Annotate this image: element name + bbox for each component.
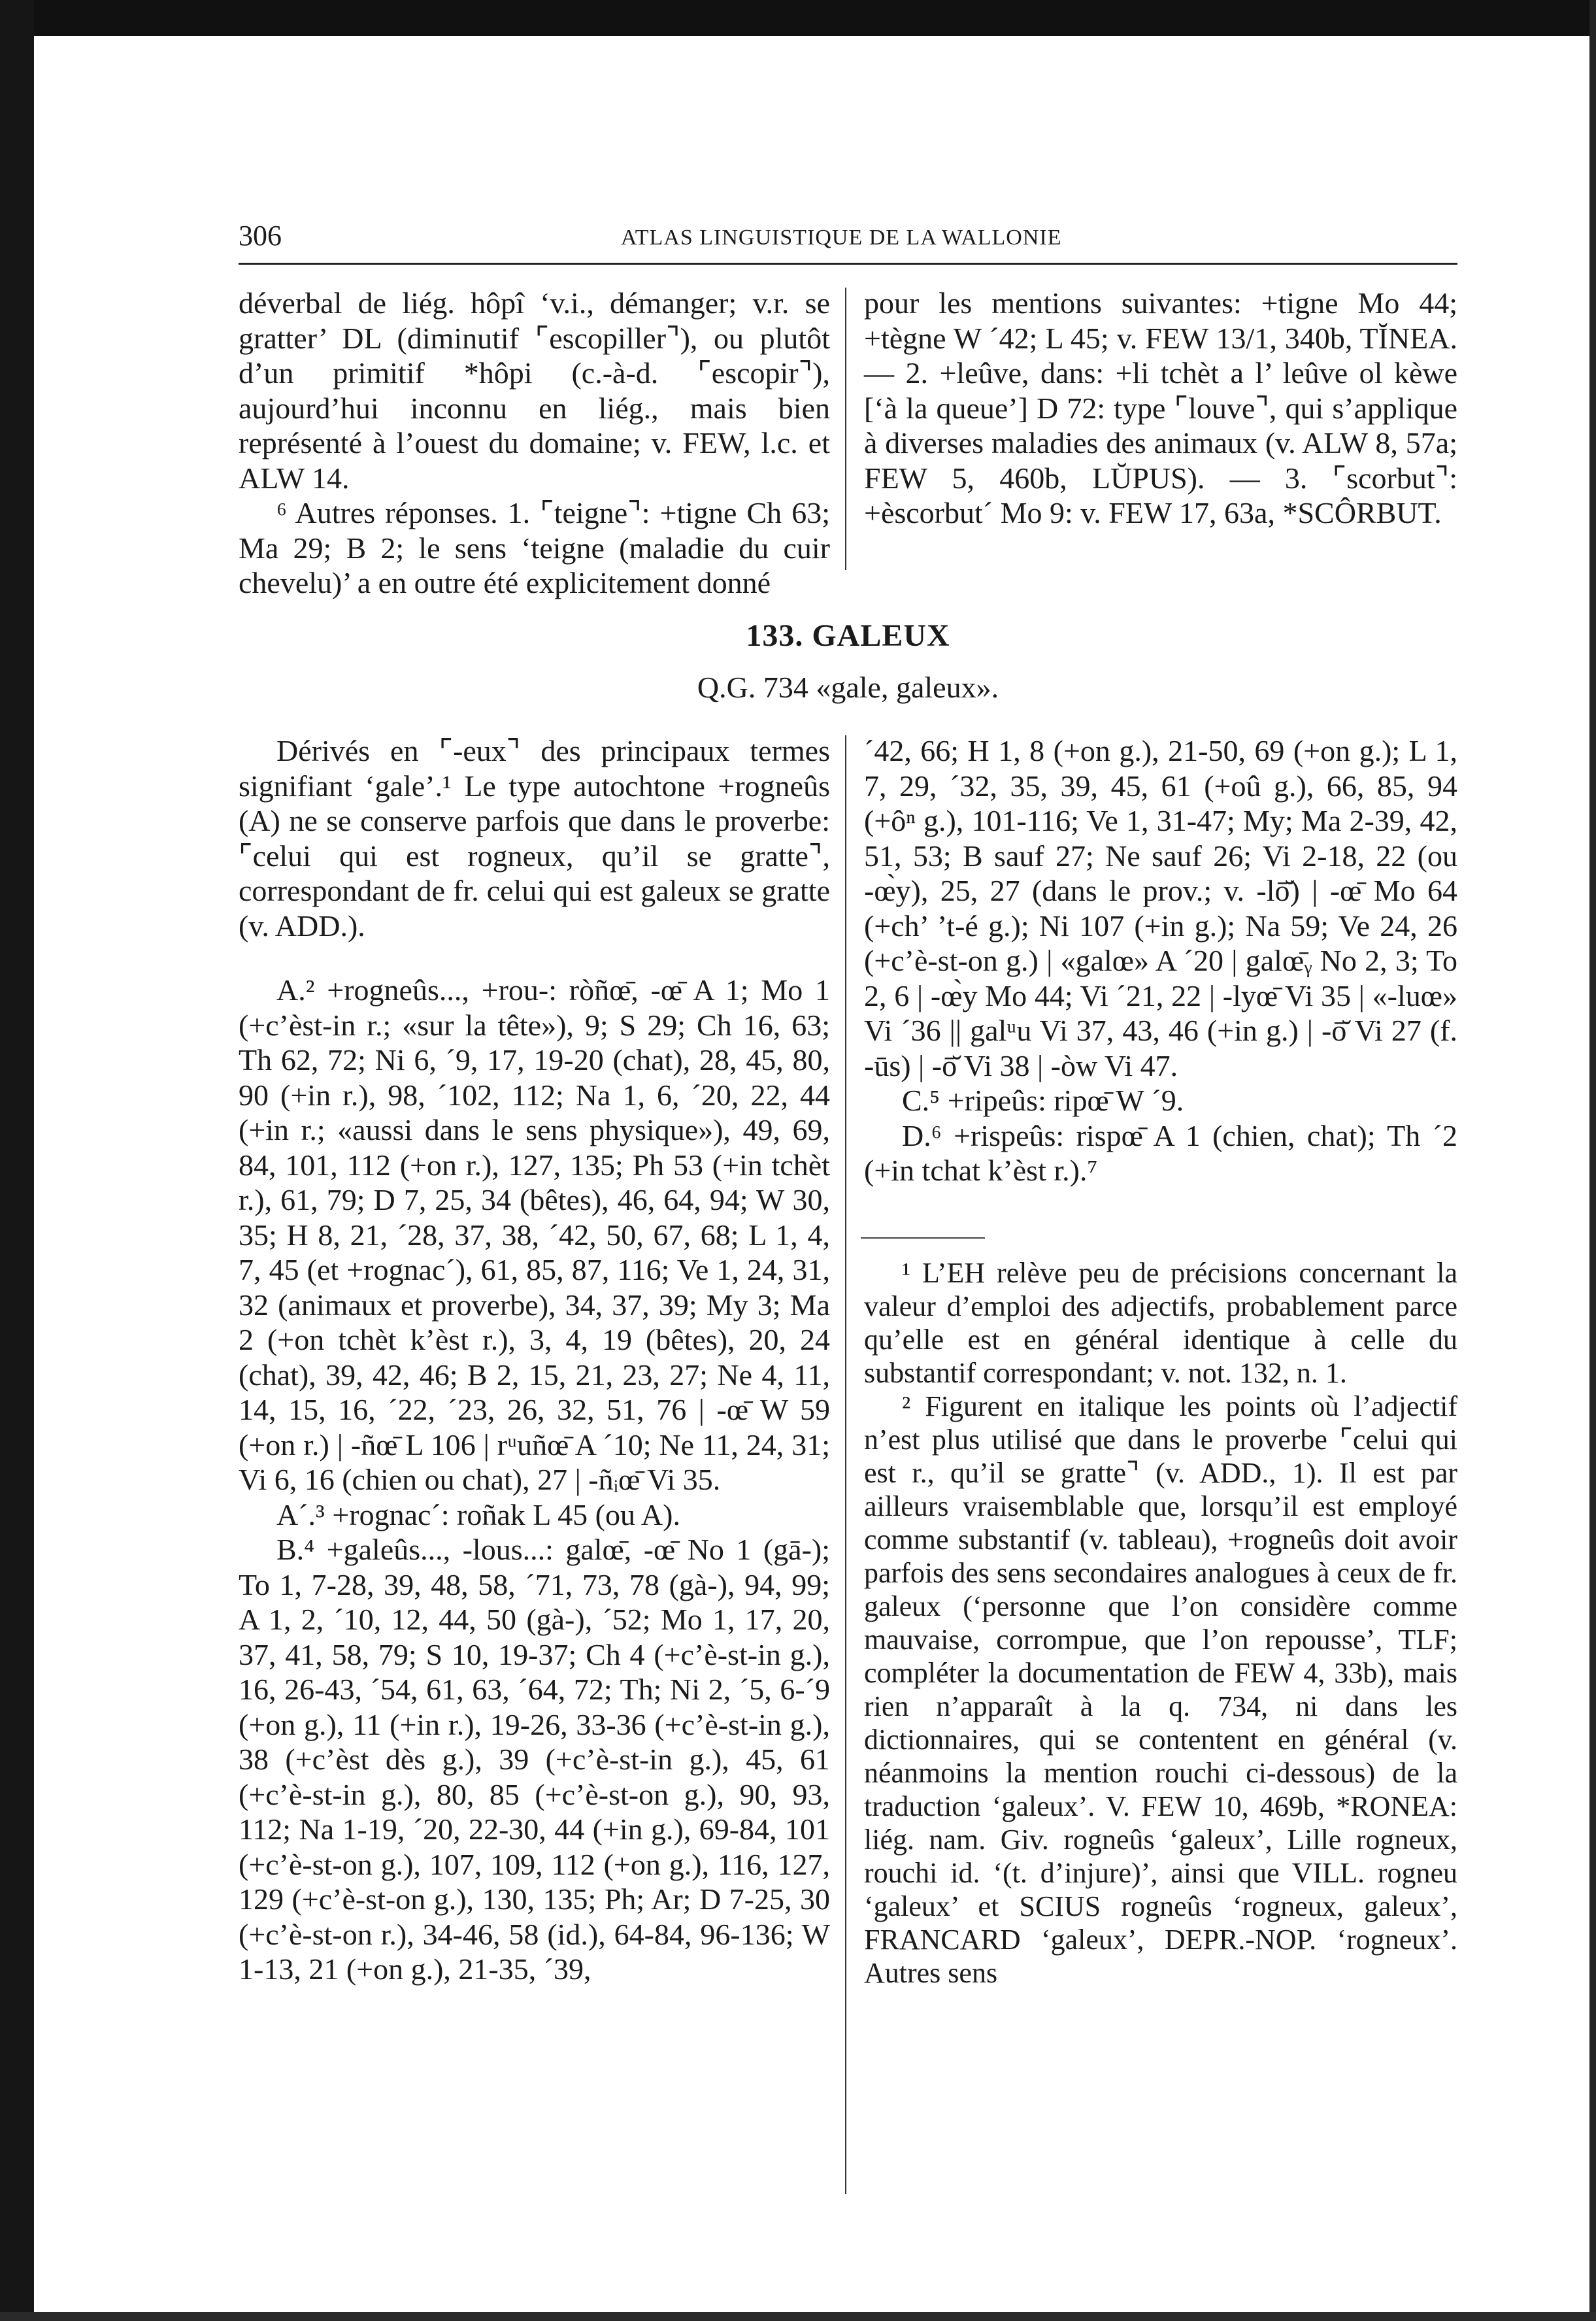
section-title: 133. GALEUX (746, 618, 950, 653)
column-divider-main (845, 735, 846, 2194)
footnote-1: ¹ L’EH relève peu de précisions concernant la valeur d’emploi des adjectifs, probablement parce qu’elle est en général identique à celle du substantif correspondant; v. not. 132, n. 1. (864, 1257, 1457, 1389)
section-subtitle: Q.G. 734 «gale, galeux». (697, 671, 999, 704)
type-c-entry: C.⁵ +ripeûs: ripœ̄ W ´9. (902, 1084, 1184, 1117)
footnote-rule (861, 1237, 985, 1239)
type-d-entry: D.⁶ +rispeûs: rispœ̄ A 1 (chien, chat); Th ´2 (+in tchat k’èst r.).⁷ (864, 1118, 1457, 1187)
page-number: 306 (239, 220, 282, 252)
main-left-column (239, 733, 830, 1987)
header-rule (239, 263, 1457, 265)
scan-left-border (0, 0, 34, 2321)
running-title: ATLAS LINGUISTIQUE DE LA WALLONIE (621, 225, 1062, 250)
scan-right-border (1589, 0, 1596, 2321)
top-right-column (864, 286, 1457, 531)
footnotes (864, 1256, 1457, 1990)
paragraph: pour les mentions suivantes: +tigne Mo 44; +tègne W ´42; L 45; v. FEW 13/1, 340b, TĬNEA. — 2. +leûve, dans: +li tchèt a l’ leûve ol kèwe [‘à la queue’] D 72: type ⌜louve⌝, qui s’applique à diverses maladies des animaux (v. ALW 8, 57a; FEW 5, 460b, LŬPUS). — 3. ⌜scorbut⌝: +èscorbut´ Mo 9: v. FEW 17, 63a, *SCÔRBUT. (864, 286, 1457, 529)
main-right-column (864, 733, 1457, 1188)
paragraph: déverbal de liég. hôpî ‘v.i., démanger; v.r. se gratter’ DL (diminutif ⌜escopiller⌝), ou plutôt d’un primitif *hôpi (c.-à-d. ⌜escopir⌝), aujourd’hui inconnu en liég., mais bien représenté à l’ouest du domaine; v. FEW, l.c. et ALW 14. (239, 286, 830, 495)
scan-top-border (0, 0, 1596, 36)
scan-bottom-border (0, 2312, 1596, 2321)
type-b-entry: B.⁴ +galeûs..., -lous...: galœ̄, -œ̄ No 1 (gā-); To 1, 7-28, 39, 48, 58, ´71, 73, 78 (gà-), 94, 99; A 1, 2, ´10, 12, 44, 50 (gà-), ´52; Mo 1, 17, 20, 37, 41, 58, 79; S 10, 19-37; Ch 4 (+c’è-st-in g.), 16, 26-43, ´54, 61, 63, ´64, 72; Th; Ni 2, ´5, 6-´9 (+on g.), 11 (+in r.), 19-26, 33-36 (+c’è-st-in g.), 38 (+c’èst dès g.), 39 (+c’è-st-in g.), 45, 61 (+c’è-st-in g.), 80, 85 (+c’è-st-on g.), 90, 93, 112; Na 1-19, ´20, 22-30, 44 (+in g.), 69-84, 101 (+c’è-st-on g.), 107, 109, 112 (+on g.), 116, 127, 129 (+c’è-st-on g.), 130, 135; Ph; Ar; D 7-25, 30 (+c’è-st-on r.), 34-46, 58 (id.), 64-84, 96-136; W 1-13, 21 (+on g.), 21-35, ´39, (239, 1533, 830, 1986)
column-divider-top (845, 288, 846, 570)
top-left-column (239, 286, 830, 601)
type-b-continued: ´42, 66; H 1, 8 (+on g.), 21-50, 69 (+on g.); L 1, 7, 29, ´32, 35, 39, 45, 61 (+oû g.), 66, 85, 94 (+ôⁿ g.), 101-116; Ve 1, 31-47; My; Ma 2-39, 42, 51, 53; B sauf 27; Ne sauf 26; Vi 2-18, 22 (ou -œ̀y), 25, 27 (dans le prov.; v. -lō̆) | -œ̄ Mo 64 (+ch’ ’t-é g.); Ni 107 (+in g.); Na 59; Ve 24, 26 (+c’è-st-on g.) | «galœ» A ´20 | galœ̄ᵧ No 2, 3; To 2, 6 | -œ̀y Mo 44; Vi ´21, 22 | -lyœ̄ Vi 35 | «-luœ» Vi ´36 || galᵘu Vi 37, 43, 46 (+in g.) | -ō̆ Vi 27 (f. -ūs) | -ō̆ Vi 38 | -òw Vi 47. (864, 734, 1457, 1082)
footnote-6: ⁶ Autres réponses. 1. ⌜teigne⌝: +tigne Ch 63; Ma 29; B 2; le sens ‘teigne (maladie du cuir chevelu)’ a en outre été explicitement donné (239, 496, 830, 599)
type-a-prime-entry: A´.³ +rognac´: roñak L 45 (ou A). (276, 1497, 680, 1531)
footnote-2: ² Figurent en italique les points où l’adjectif n’est plus utilisé que dans le proverbe ⌜celui qui est r., qu’il se gratte⌝ (v. ADD., 1). Il est par ailleurs vraisemblable que, lorsqu’il est employé comme substantif (v. tableau), +rogneûs doit avoir parfois des sens secondaires analogues à ceux de fr. galeux (‘personne que l’on considère comme mauvaise, corrompue, que l’on repousse’, TLF; compléter la documentation de FEW 4, 33b), mais rien n’apparaît à la q. 734, ni dans les dictionnaires, qui se contentent en général (v. néanmoins la mention rouchi ci-dessous) de la traduction ‘galeux’. V. FEW 10, 469b, *RONEA: liég. nam. Giv. rogneûs ‘galeux’, Lille rogneux, rouchi id. ‘(t. d’injure)’, ainsi que VILL. rogneu ‘galeux’ et SCIUS rogneûs ‘rogneux, galeux’, FRANCARD ‘galeux’, DEPR.-NOP. ‘rogneux’. Autres sens (864, 1390, 1457, 1989)
page-header (239, 219, 1457, 258)
type-a-entry: A.² +rogneûs..., +rou-: ròñœ̄, -œ̄ A 1; Mo 1 (+c’èst-in r.; «sur la tête»), 9; S 29; Ch 16, 63; Th 62, 72; Ni 6, ´9, 17, 19-20 (chat), 28, 45, 80, 90 (+in r.), 98, ´102, 112; Na 1, 6, ´20, 22, 44 (+in r.; «aussi dans le sens physique»), 49, 69, 84, 101, 112 (+on r.), 127, 135; Ph 53 (+in tchèt r.), 61, 79; D 7, 25, 34 (bêtes), 46, 64, 94; W 30, 35; H 8, 21, ´28, 37, 38, ´42, 50, 67, 68; L 1, 4, 7, 45 (et +rognac´), 61, 85, 87, 116; Ve 1, 24, 31, 32 (animaux et proverbe), 34, 37, 39; My 3; Ma 2 (+on tchèt k’èst r.), 3, 4, 19 (bêtes), 20, 24 (chat), 39, 42, 46; B 2, 15, 21, 23, 27; Ne 4, 11, 14, 15, 16, ´22, ´23, 26, 32, 51, 76 | -œ̄ W 59 (+on r.) | -ñœ̄ L 106 | rᵘuñœ̄ A ´10; Ne 11, 24, 31; Vi 6, 16 (chien ou chat), 27 | -ñᵢœ̄ Vi 35. (239, 973, 830, 1496)
intro-paragraph: Dérivés en ⌜-eux⌝ des principaux termes signifiant ‘gale’.¹ Le type autochtone +rogneûs (A) ne se conserve parfois que dans le proverbe: ⌜celui qui est rogneux, qu’il se gratte⌝, correspondant de fr. celui qui est galeux se gratte (v. ADD.). (239, 734, 830, 943)
